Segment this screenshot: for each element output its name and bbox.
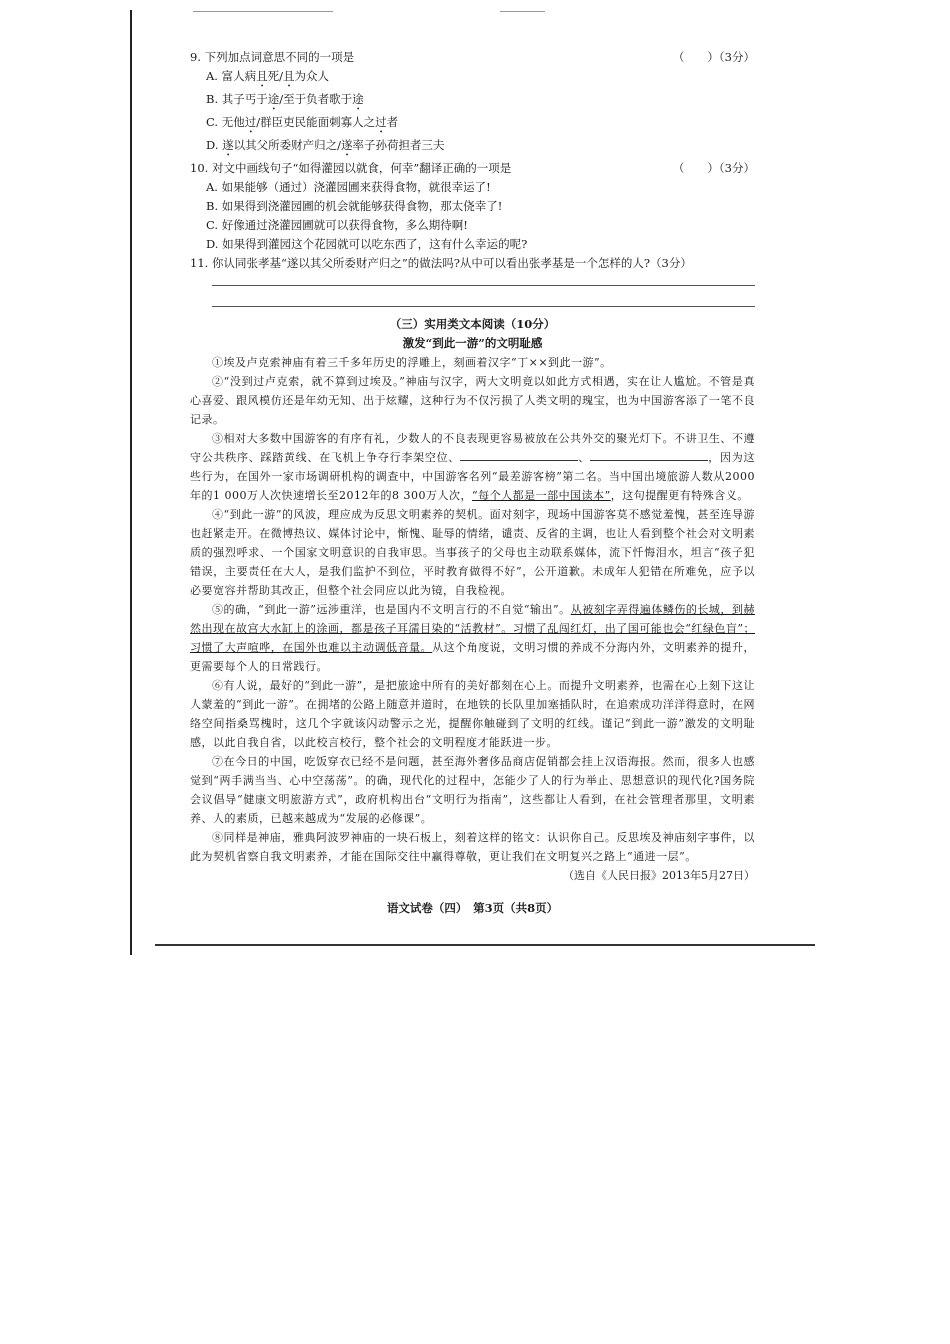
option-a[interactable]: A. 富人病且死/且为众人 [206, 69, 329, 83]
option-b[interactable]: B. 其子丐于途/至于负者歌于途 [206, 92, 364, 106]
question-score: （ ）（3分） [672, 161, 755, 175]
article-title: 激发“到此一游”的文明耻感 [402, 336, 543, 350]
emphasized-word: 遂 [222, 138, 234, 152]
answer-line[interactable] [212, 294, 755, 307]
question-stem: 下列加点词意思不同的一项是 [204, 50, 355, 64]
paragraph: ⑤的确，“到此一游”远涉重洋，也是国内不文明言行的不自觉“输出”。从被刻字弄得遍体鳞伤的长城，到赫然出现在故宫大水缸上的涂画，都是孩子耳濡目染的“活教材”。习惯了乱闯红灯，出了国可能也会“红绿色盲”；习惯了大声喧哗，在国外也难以主动调低音量。从这个角度说，文明习惯的养成不分海内外，文明素养的提升，更需要每个人的日常践行。 [190, 603, 755, 673]
emphasized-word: 过 [244, 115, 257, 129]
option-a[interactable]: A. 如果能够（通过）浇灌园圃来获得食物，就很幸运了! [206, 180, 491, 194]
question-number: 9. [190, 50, 201, 64]
source-citation: （选自《人民日报》2013年5月27日） [563, 869, 755, 882]
question-score: （ ）（3分） [672, 50, 755, 64]
page-footer: 语文试卷（四） 第3页（共8页） [386, 901, 559, 915]
answer-line[interactable] [212, 273, 755, 286]
question-number: 10. [190, 161, 209, 175]
option-b[interactable]: B. 如果得到浇灌园圃的机会就能够获得食物，那太侥幸了! [206, 199, 503, 213]
top-rule [500, 11, 545, 12]
emphasized-word: 且 [283, 69, 295, 83]
question-9 [190, 48, 755, 67]
question-10 [190, 159, 755, 178]
fill-blank[interactable] [590, 448, 708, 461]
paragraph: ④“到此一游”的风波，理应成为反思文明素养的契机。面对刻字，现场中国游客莫不感觉羞愧，甚至连导游也赶紧走开。在微博热议、媒体讨论中，惭愧、耻辱的情绪，谴责、反省的主调，也让人看到整个社会对文明素质的强烈呼求、一个国家文明意识的自我审思。当事孩子的父母也主动联系媒体，流下忏悔泪水，坦言“孩子犯错误，主要责任在大人，是我们监护不到位，平时教育做得不好”，公开道歉。未成年人犯错在所难免，应予以必要宽容并帮助其改正，但整个社会同应以此为镜，自我检视。 [190, 508, 755, 597]
underlined-sentence: “每个人都是一部中国读本” [471, 489, 611, 502]
emphasized-word: 过 [375, 115, 387, 129]
option-c[interactable]: C. 无他过/群臣吏民能面刺寡人之过者 [206, 115, 399, 129]
emphasized-word: 途 [267, 92, 280, 106]
paragraph: ③相对大多数中国游客的有序有礼，少数人的不良表现更容易被放在公共外交的聚光灯下。不讲卫生、不遵守公共秩序、踩踏黄线、在飞机上争夺行李架空位、 、 ，因为这些行为，在国外一家市场调研机构的调查中，中国游客名列“最差游客榜”第二名。当中国出境旅游人数从2000年的1 000万人次快速增长至2012年的8 300万人次，“每个人都是一部中国读本”，这句提醒更有特殊含义。 [190, 432, 756, 502]
paragraph: ⑥有人说，最好的“到此一游”，是把旅途中所有的美好都刻在心上。而提升文明素养，也需在心上刻下这让人蒙羞的“到此一游”。在拥堵的公路上随意并道时，在地铁的长队里加塞插队时，在追索成功洋洋得意时，在网络空间指桑骂槐时，这几个字就该闪动警示之光，提醒你触碰到了文明的红线。谨记“到此一游”激发的文明耻感，以此自我自省，以此校言校行，整个社会的文明程度才能跃进一步。 [190, 679, 755, 749]
question-stem: 你认同张孝基“遂以其父所委财产归之”的做法吗?从中可以看出张孝基是一个怎样的人?（3分） [211, 256, 692, 270]
question-11 [190, 254, 755, 273]
scan-edge [130, 10, 132, 955]
paragraph: ⑧同样是神庙，雅典阿波罗神庙的一块石板上，刻着这样的铭文：认识你自己。反思埃及神庙刻字事件，以此为契机省察自我文明素养，才能在国际交往中赢得尊敬，更让我们在文明复兴之路上“通进一层”。 [190, 831, 755, 863]
option-c[interactable]: C. 好像通过浇灌园圃就可以获得食物，多么期待啊! [206, 218, 468, 232]
paragraph: ⑦在今日的中国，吃饭穿衣已经不是问题，甚至海外奢侈品商店促销都会挂上汉语海报。然而，很多人也感觉到“两手满当当、心中空荡荡”。的确，现代化的过程中，怎能少了人的行为举止、思想意识的现代化?国务院会议倡导“健康文明旅游方式”，政府机构出台“文明行为指南”，这些都让人看到，在社会管理者那里，文明素养、人的素质，已越来越成为“发展的必修课”。 [190, 755, 755, 825]
emphasized-word: 途 [352, 92, 364, 106]
paragraph: ②“没到过卢克索，就不算到过埃及。”神庙与汉字，两大文明竟以如此方式相遇，实在让人尴尬。不管是真心喜爱、跟风模仿还是年幼无知、出于炫耀，这种行为不仅污损了人类文明的瑰宝，也为中国游客添了一笔不良记录。 [190, 375, 755, 426]
bottom-rule [155, 944, 815, 946]
option-d[interactable]: D. 如果得到灌园这个花园就可以吃东西了，这有什么幸运的呢? [206, 237, 528, 251]
paragraph: ①埃及卢克索神庙有着三千多年历史的浮雕上，刻画着汉字“丁××到此一游”。 [212, 356, 612, 369]
fill-blank[interactable] [460, 448, 578, 461]
emphasized-word: 且 [256, 69, 268, 83]
top-rule [193, 11, 333, 12]
question-number: 11. [190, 256, 209, 270]
question-stem: 对文中画线句子“如得灌园以就食，何幸”翻译正确的一项是 [211, 161, 512, 175]
section-title: （三）实用类文本阅读（10分） [389, 317, 556, 331]
emphasized-word: 遂 [341, 138, 353, 152]
exam-page [190, 48, 755, 916]
underlined-sentence: 从被刻字弄得遍体鳞伤的长城，到赫然出现在故宫大水缸上的涂画，都是孩子耳濡目染的“活教材”。习惯了乱闯红灯，出了国可能也会“红绿色盲”；习惯了大声喧哗，在国外也难以主动调低音量。 [190, 603, 755, 654]
option-d[interactable]: D. 遂以其父所委财产归之/遂率子孙荷担者三夫 [206, 138, 445, 152]
